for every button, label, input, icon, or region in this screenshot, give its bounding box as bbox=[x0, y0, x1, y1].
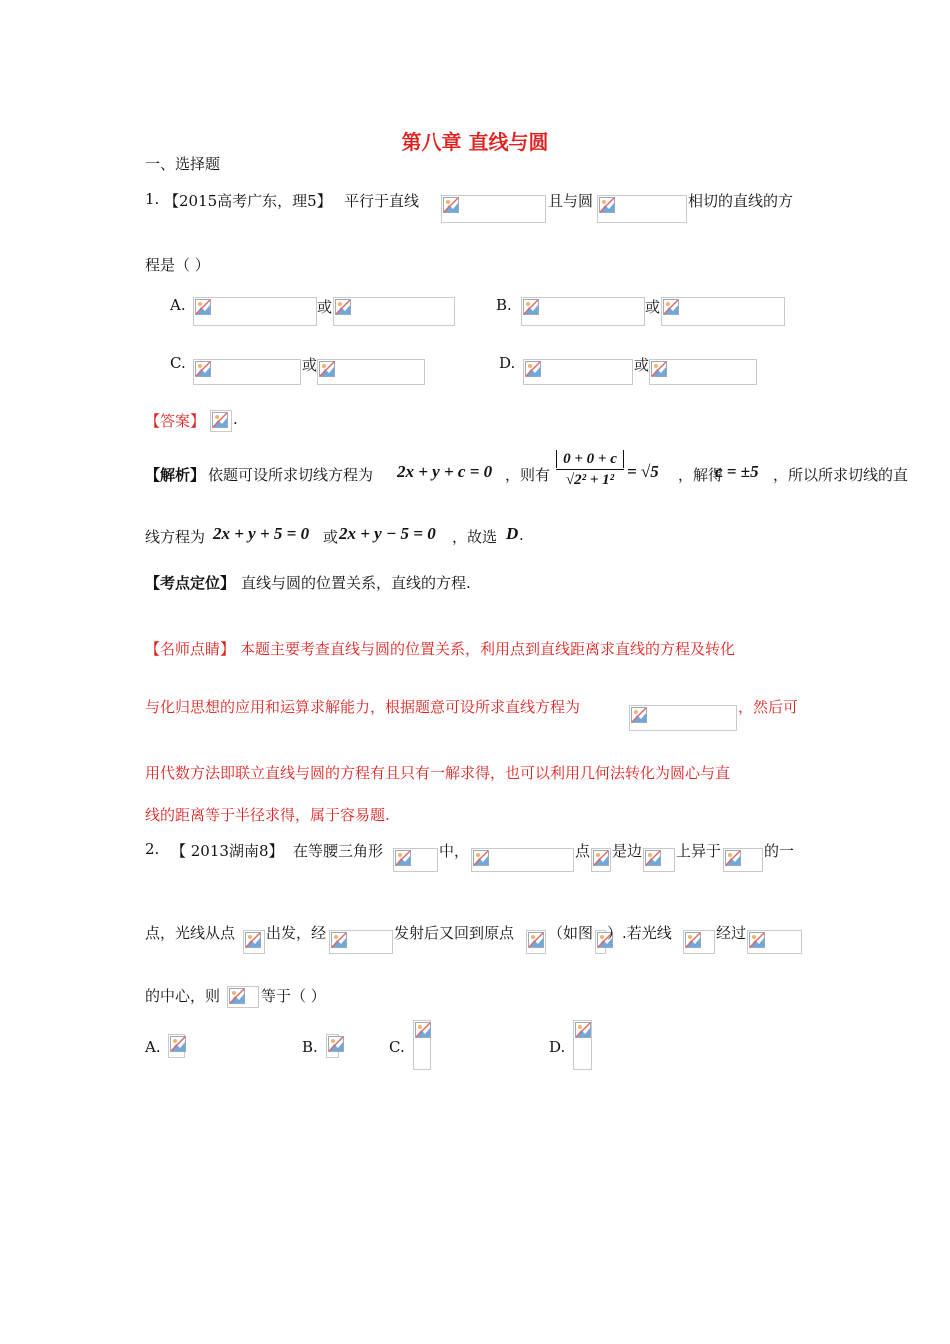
analysis-text-d: ，所以所求切线的直 bbox=[773, 466, 909, 484]
broken-image-icon bbox=[661, 297, 785, 326]
q2-stem-a: 在等腰三角形 bbox=[293, 842, 384, 860]
mingshi-line2-b: ，然后可 bbox=[738, 698, 799, 716]
analysis-text-b: ，则有 bbox=[505, 466, 551, 484]
broken-image-icon bbox=[317, 359, 425, 385]
analysis-text-a: 依题可设所求切线方程为 bbox=[208, 466, 374, 484]
distance-fraction bbox=[556, 450, 624, 489]
mingshi-tag: 【名师点睛】 bbox=[145, 640, 236, 658]
q1-or-text: 或 bbox=[634, 356, 650, 374]
analysis-line2-a: 线方程为 bbox=[145, 528, 206, 546]
q2-line2-b: 出发，经 bbox=[266, 924, 327, 942]
broken-image-icon bbox=[747, 930, 802, 954]
mingshi-line4: 线的距离等于半径求得，属于容易题. bbox=[145, 806, 390, 824]
equation-equals: = √5 bbox=[627, 462, 659, 481]
broken-image-icon bbox=[326, 1034, 339, 1058]
q2-source: 【 2013湖南8】 bbox=[171, 842, 284, 860]
analysis-text-c: ，解得 bbox=[678, 466, 724, 484]
mingshi-line2-a: 与化归思想的应用和运算求解能力，根据题意可设所求直线方程为 bbox=[145, 698, 581, 716]
kaodian-tag: 【考点定位】 bbox=[145, 574, 236, 592]
q1-source: 【2015高考广东，理5】 bbox=[164, 192, 332, 210]
q2-line2-a: 点，光线从点 bbox=[145, 924, 236, 942]
broken-image-icon bbox=[595, 930, 606, 954]
q2-line2-c: 发射后又回到原点 bbox=[394, 924, 515, 942]
answer-tag: 【答案】 bbox=[145, 412, 206, 430]
q1-number: 1. bbox=[145, 190, 160, 208]
fraction-denominator: √2² + 1² bbox=[565, 472, 615, 488]
q2-line3-a: 的中心，则 bbox=[145, 987, 221, 1005]
broken-image-icon bbox=[193, 359, 301, 385]
equation-5: D bbox=[506, 524, 519, 543]
q1-stem-line2: 程是（ ） bbox=[145, 256, 210, 274]
broken-image-icon bbox=[649, 359, 757, 385]
q1-or-text: 或 bbox=[302, 356, 318, 374]
q2-line2-d: （如图 bbox=[548, 924, 594, 942]
q1-option-d-label: D. bbox=[499, 354, 516, 372]
q2-stem-f: 的一 bbox=[764, 842, 795, 860]
q2-stem-c: 点 bbox=[575, 842, 591, 860]
broken-image-icon bbox=[523, 359, 633, 385]
fraction-bar bbox=[556, 469, 624, 470]
broken-image-icon bbox=[643, 848, 675, 872]
broken-image-icon bbox=[227, 986, 259, 1008]
broken-image-icon bbox=[168, 1034, 185, 1058]
q2-stem-b: 中， bbox=[439, 842, 470, 860]
q2-stem-d: 是边 bbox=[612, 842, 643, 860]
broken-image-icon bbox=[441, 195, 546, 223]
mingshi-line1: 本题主要考查直线与圆的位置关系，利用点到直线距离求直线的方程及转化 bbox=[240, 640, 736, 658]
broken-image-icon bbox=[683, 930, 715, 954]
q1-stem-c: 相切的直线的方 bbox=[688, 192, 794, 210]
q1-stem-a: 平行于直线 bbox=[344, 192, 420, 210]
answer-end: . bbox=[233, 410, 238, 428]
q2-option-c-label: C. bbox=[389, 1038, 405, 1056]
kaodian-text: 直线与圆的位置关系，直线的方程. bbox=[241, 574, 471, 592]
q1-or-text: 或 bbox=[645, 298, 661, 316]
fraction-numerator: 0 + 0 + c bbox=[556, 450, 624, 468]
analysis-line2-b: ，故选 bbox=[452, 528, 498, 546]
q1-option-b-label: B. bbox=[496, 296, 512, 314]
q1-stem-b: 且与圆 bbox=[548, 192, 594, 210]
equation-1: 2x + y + c = 0 bbox=[397, 462, 493, 481]
q2-line2-e: ）.若光线 bbox=[607, 924, 672, 942]
broken-image-icon bbox=[526, 930, 546, 954]
q2-line3-b: 等于（ ） bbox=[261, 987, 326, 1005]
equation-4: 2x + y − 5 = 0 bbox=[339, 524, 436, 543]
equation-2: c = ±5 bbox=[715, 462, 759, 481]
broken-image-icon bbox=[210, 410, 232, 432]
q2-option-b-label: B. bbox=[302, 1038, 318, 1056]
equation-3: 2x + y + 5 = 0 bbox=[213, 524, 310, 543]
broken-image-icon bbox=[597, 195, 687, 223]
q2-number: 2. bbox=[145, 840, 160, 858]
broken-image-icon bbox=[413, 1020, 431, 1070]
broken-image-icon bbox=[193, 297, 317, 326]
q1-or-text: 或 bbox=[317, 298, 333, 316]
q1-option-c-label: C. bbox=[170, 354, 186, 372]
q2-option-a-label: A. bbox=[145, 1038, 161, 1056]
q1-option-a-label: A. bbox=[170, 296, 186, 314]
broken-image-icon bbox=[329, 930, 393, 954]
section-heading: 一、选择题 bbox=[145, 155, 221, 173]
broken-image-icon bbox=[333, 297, 455, 326]
q2-stem-e: 上异于 bbox=[676, 842, 722, 860]
mingshi-line3: 用代数方法即联立直线与圆的方程有且只有一解求得，也可以利用几何法转化为圆心与直 bbox=[145, 764, 731, 782]
analysis-end: . bbox=[519, 526, 524, 544]
chapter-title: 第八章 直线与圆 bbox=[401, 130, 549, 154]
broken-image-icon bbox=[723, 848, 763, 872]
analysis-or: 或 bbox=[323, 528, 339, 546]
broken-image-icon bbox=[591, 848, 611, 872]
analysis-tag: 【解析】 bbox=[145, 466, 206, 484]
q2-line2-f: 经过 bbox=[716, 924, 747, 942]
broken-image-icon bbox=[573, 1020, 592, 1070]
broken-image-icon bbox=[243, 930, 265, 954]
broken-image-icon bbox=[521, 297, 645, 326]
broken-image-icon bbox=[471, 848, 574, 872]
broken-image-icon bbox=[629, 705, 737, 731]
broken-image-icon bbox=[393, 848, 438, 872]
q2-option-d-label: D. bbox=[549, 1038, 566, 1056]
